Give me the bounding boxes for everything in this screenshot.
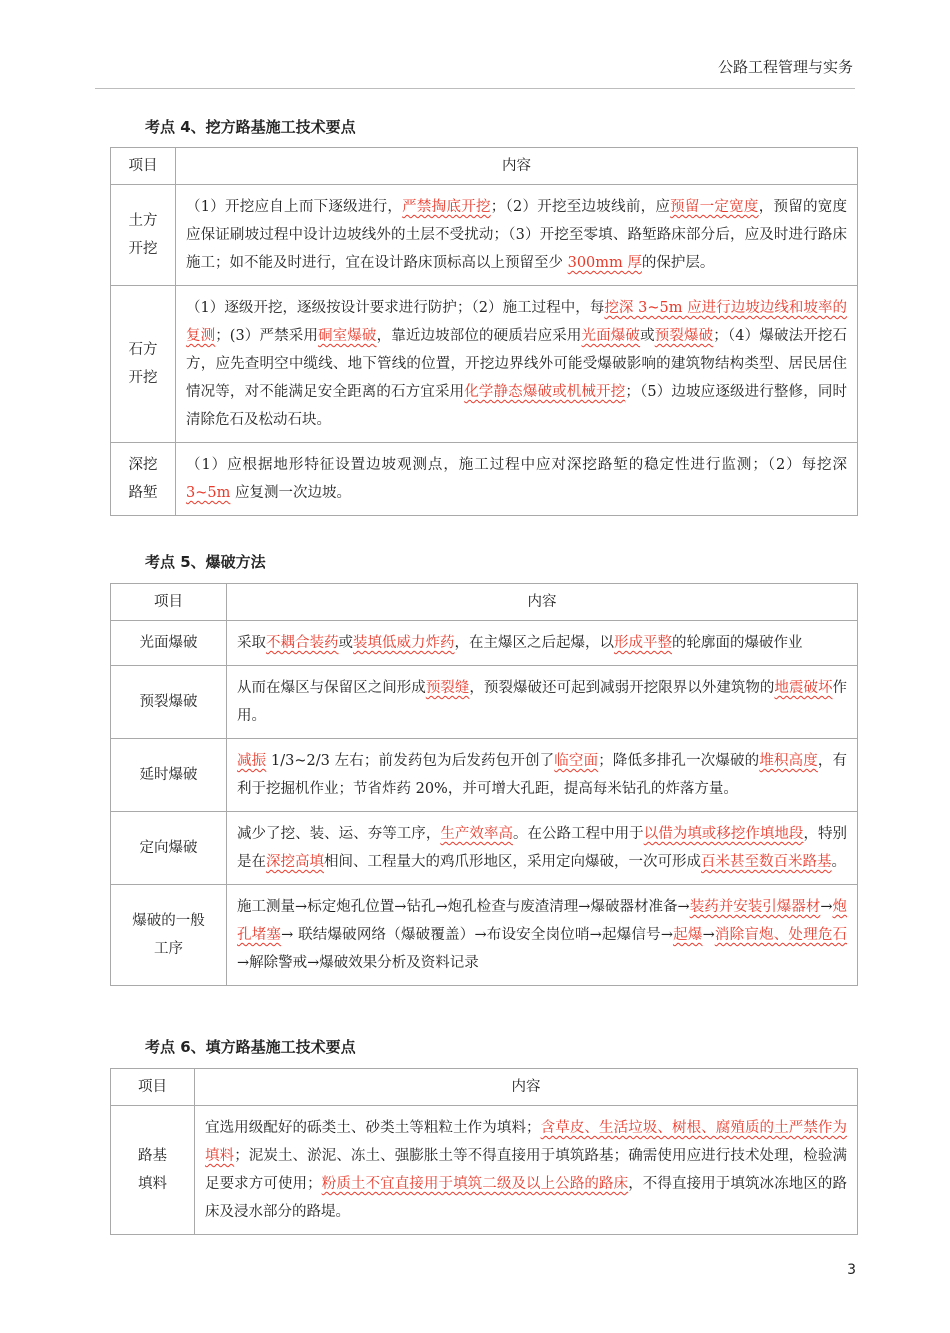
highlighted-text: 深挖高填 [266, 854, 324, 870]
highlighted-text: 含草皮、生活垃圾、树根、腐殖质的土严禁作为填料 [205, 1120, 847, 1164]
body-text: 减少了挖、装、运、夯等工序， [237, 826, 441, 842]
highlighted-text: 装药并安装引爆器材 [689, 899, 821, 915]
row-label-line: 爆破的一般 [132, 913, 205, 929]
body-text: ，预留的宽度应保证刷坡过程中设计边坡线外的土层不受扰动；（3）开挖至零填、路堑路床部分后，应及时进行路床施工；如不能及时进行，宜在设计路床顶标高以上预留至少 [186, 199, 848, 271]
row-label-line: 预裂爆破 [139, 694, 198, 710]
body-text: ；（5）边坡应逐级进行整修，同时清除危石及松动石块。 [186, 384, 847, 428]
row-label-line: 填料 [138, 1176, 167, 1192]
row-label-line: 路堑 [128, 485, 158, 501]
highlighted-text: 化学静态爆破或机械开挖 [464, 384, 626, 400]
row-content [227, 885, 858, 986]
body-text: ；(3）严禁采用 [215, 328, 318, 344]
header-title: 公路工程管理与实务 [717, 58, 853, 76]
row-label [111, 666, 227, 739]
body-text: 相间、工程量大的鸡爪形地区，采用定向爆破，一次可形成 [324, 854, 701, 870]
highlighted-text: 炮孔堵塞 [237, 899, 847, 943]
highlighted-text: 临空面 [554, 753, 599, 769]
highlighted-text: 减振 [237, 753, 267, 769]
table-row [111, 885, 858, 986]
row-label-line: 深挖 [128, 457, 158, 473]
body-text: 的保护层。 [641, 255, 715, 271]
highlighted-text: 预裂缝 [425, 680, 470, 696]
row-content [227, 739, 858, 812]
column-header-content: 内容 [195, 1069, 858, 1106]
highlighted-text: 3~5m [186, 485, 231, 501]
body-text: ；泥炭土、淤泥、冻土、强膨胀土等不得直接用于填筑路基；确需使用应进行技术处理，检验满足要求方可使用； [205, 1148, 847, 1192]
body-text: 1/3~2/3 左右；前发药包为后发药包开创了 [266, 753, 555, 769]
body-text: ，靠近边坡部位的硬质岩应采用 [376, 328, 582, 344]
row-label [111, 621, 227, 666]
row-content [227, 666, 858, 739]
body-text: 或 [640, 328, 655, 344]
row-label [111, 739, 227, 812]
body-text: 。 [831, 854, 846, 870]
header-divider [95, 88, 855, 89]
body-text: 从而在爆区与保留区之间形成 [237, 680, 426, 696]
body-text: ，有利于挖掘机作业；节省炸药 20%，并可增大孔距，提高每米钻孔的炸落方量。 [237, 753, 848, 797]
row-content [227, 621, 858, 666]
body-text: ；降低多排孔一次爆破的 [598, 753, 760, 769]
section-title-4: 考点 4、挖方路基施工技术要点 [145, 118, 356, 136]
row-label-line: 土方 [128, 213, 158, 229]
highlighted-text: 百米甚至数百米路基 [701, 854, 832, 870]
row-label-line: 石方 [128, 342, 158, 358]
body-text: 宜选用级配好的砾类土、砂类土等粗粒土作为填料； [205, 1120, 541, 1136]
body-text: 作用。 [237, 680, 848, 724]
highlighted-text: 地震破坏 [774, 680, 833, 696]
row-label [111, 286, 176, 443]
row-label-line: 路基 [138, 1148, 167, 1164]
highlighted-text: 预留一定宽度 [670, 199, 759, 215]
row-content [176, 443, 858, 516]
table-blasting [110, 583, 858, 986]
column-header-content: 内容 [176, 148, 858, 185]
row-label-line: 工序 [154, 941, 183, 957]
table-row [111, 185, 858, 286]
highlighted-text: 形成平整 [614, 635, 672, 651]
body-text: 或 [338, 635, 353, 651]
body-text: 施工测量→标定炮孔位置→钻孔→炮孔检查与废渣清理→爆破器材准备→ [237, 899, 690, 915]
row-label-line: 光面爆破 [139, 635, 198, 651]
body-text: →解除警戒→爆破效果分析及资料记录 [237, 955, 479, 971]
table-fill [110, 1068, 858, 1235]
body-text: → 联结爆破网络（爆破覆盖）→布设安全岗位哨→起爆信号→ [281, 927, 673, 943]
table-header-row [111, 148, 858, 185]
table-row [111, 666, 858, 739]
table-row [111, 1106, 858, 1235]
row-label-line: 定向爆破 [139, 840, 198, 856]
row-label-line: 延时爆破 [139, 767, 198, 783]
body-text: → [820, 899, 833, 915]
table-row [111, 443, 858, 516]
body-text: ，在主爆区之后起爆，以 [454, 635, 614, 651]
row-content [227, 812, 858, 885]
highlighted-text: 硐室爆破 [318, 328, 377, 344]
column-header-content: 内容 [227, 584, 858, 621]
body-text: ；（2）开挖至边坡线前，应 [490, 199, 671, 215]
body-text: ；（4）爆破法开挖石方，应先查明空中缆线、地下管线的位置，开挖边界线外可能受爆破影响的建筑物结构类型、居民居住情况等，对不能满足安全距离的石方宜采用 [186, 328, 848, 400]
body-text: （1）开挖应自上而下逐级进行， [186, 199, 403, 215]
body-text: → [702, 927, 715, 943]
highlighted-text: 粉质土不宜直接用于填筑二级及以上公路的路床 [321, 1176, 629, 1192]
row-label-line: 开挖 [128, 370, 158, 386]
highlighted-text: 挖深 3~5m 应进行边坡边线和坡率的复测 [186, 300, 847, 344]
table-row [111, 286, 858, 443]
body-text: ，预裂爆破还可起到减弱开挖限界以外建筑物的 [469, 680, 775, 696]
highlighted-text: 生产效率高 [440, 826, 513, 842]
table-header-row [111, 1069, 858, 1106]
highlighted-text: 堆积高度 [759, 753, 818, 769]
highlighted-text: 不耦合装药 [266, 635, 339, 651]
highlighted-text: 预裂爆破 [654, 328, 714, 344]
body-text: ，不得直接用于填筑冰冻地区的路床及浸水部分的路堤。 [205, 1176, 848, 1220]
column-header-item: 项目 [111, 1069, 195, 1106]
row-label [111, 443, 176, 516]
column-header-item: 项目 [111, 148, 176, 185]
body-text: （1）逐级开挖，逐级按设计要求进行防护；（2）施工过程中，每 [186, 300, 605, 316]
highlighted-text: 起爆 [672, 927, 703, 943]
body-text: 的轮廓面的爆破作业 [672, 635, 803, 651]
highlighted-text: 光面爆破 [581, 328, 641, 344]
table-excavation [110, 147, 858, 516]
body-text: 应复测一次边坡。 [230, 485, 351, 501]
highlighted-text: 严禁掏底开挖 [402, 199, 491, 215]
body-text: 采取 [237, 635, 266, 651]
table-row [111, 621, 858, 666]
row-label [111, 185, 176, 286]
highlighted-text: 消除盲炮、处理危石 [714, 927, 848, 943]
row-content [176, 286, 858, 443]
row-label [111, 885, 227, 986]
highlighted-text: 以借为填或移挖作填地段 [643, 826, 804, 842]
table-row [111, 812, 858, 885]
page-number: 3 [847, 1262, 856, 1278]
highlighted-text: 装填低威力炸药 [353, 635, 455, 651]
row-content [195, 1106, 858, 1235]
body-text: ，特别是在 [237, 826, 848, 870]
body-text: 。在公路工程中用于 [512, 826, 644, 842]
section-title-5: 考点 5、爆破方法 [145, 553, 266, 571]
body-text: （1）应根据地形特征设置边坡观测点，施工过程中应对深挖路堑的稳定性进行监测；（2）每挖深 [186, 457, 847, 473]
row-label [111, 812, 227, 885]
table-header-row [111, 584, 858, 621]
row-content [176, 185, 858, 286]
section-title-6: 考点 6、填方路基施工技术要点 [145, 1038, 356, 1056]
table-row [111, 739, 858, 812]
row-label [111, 1106, 195, 1235]
highlighted-text: 300mm 厚 [567, 255, 642, 271]
row-label-line: 开挖 [128, 241, 158, 257]
column-header-item: 项目 [111, 584, 227, 621]
